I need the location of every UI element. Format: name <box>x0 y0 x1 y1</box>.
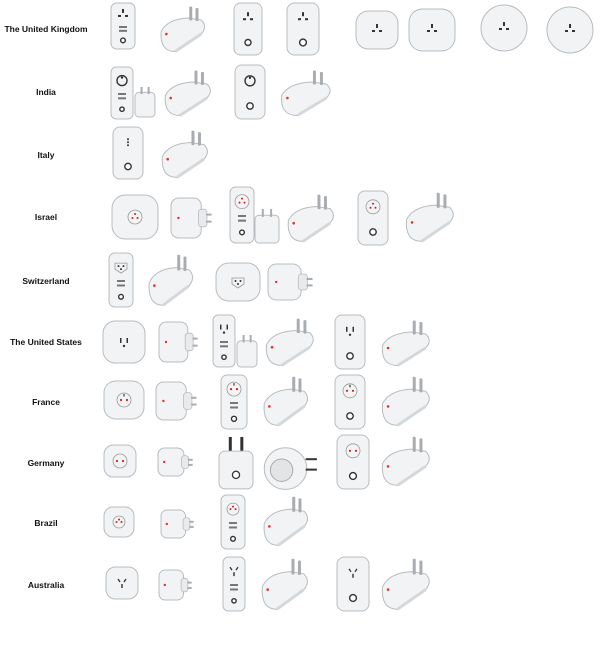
country-label-india: India <box>36 87 56 97</box>
plug-image-swiss-cube-2 <box>267 262 313 302</box>
plug-image-israel-side-1 <box>284 192 338 244</box>
plug-image-aus-round-1 <box>105 566 139 600</box>
plug-image-france-side-2 <box>378 374 434 428</box>
plug-image-swiss-front-1 <box>108 252 134 308</box>
plug-image-israel-mini-1 <box>254 208 280 244</box>
plug-image-aus-front-2 <box>336 556 370 612</box>
country-label-us: The United States <box>10 337 82 347</box>
plug-image-italy-side-1 <box>158 128 212 180</box>
plug-image-uk-round-2 <box>546 4 594 56</box>
country-label-australia: Australia <box>27 580 65 590</box>
plug-image-uk-round-1 <box>480 4 528 52</box>
plug-image-us-side-2 <box>378 318 434 368</box>
plug-image-aus-side-2 <box>378 556 434 612</box>
plug-image-uk-front-2 <box>233 2 263 56</box>
plug-image-uk-plug-3 <box>286 2 320 56</box>
plug-image-india-front-2 <box>234 64 266 120</box>
plug-image-brazil-round-1 <box>103 506 135 538</box>
plug-image-germany-schuko-1 <box>218 436 254 490</box>
plug-image-germany-side-1 <box>378 434 434 488</box>
country-label-italy: Italy <box>37 150 55 160</box>
plug-image-france-cube-1 <box>103 380 145 420</box>
plug-image-us-mini-1 <box>236 334 258 368</box>
country-label-germany: Germany <box>27 458 65 468</box>
plug-image-france-side-1 <box>260 374 312 428</box>
plug-image-brazil-front-1 <box>220 494 246 550</box>
plug-image-aus-cube-1 <box>158 568 192 602</box>
plug-image-swiss-side-1 <box>145 252 197 308</box>
plug-image-india-side-1 <box>161 68 215 118</box>
country-label-uk: The United Kingdom <box>4 24 88 34</box>
plug-image-india-mini-1 <box>134 86 156 118</box>
country-label-switzerland: Switzerland <box>22 276 70 286</box>
plug-image-aus-front-1 <box>222 556 246 612</box>
plug-image-uk-side-1 <box>157 4 209 54</box>
plug-image-india-side-2 <box>277 68 335 118</box>
plug-image-uk-front-1 <box>110 2 136 50</box>
plug-image-uk-cube-1 <box>355 10 399 50</box>
plug-image-germany-front-1 <box>336 434 370 490</box>
plug-image-us-cube-2 <box>158 320 198 364</box>
plug-image-brazil-cube-1 <box>160 508 194 540</box>
plug-image-us-front-2 <box>334 314 366 370</box>
plug-image-germany-round-1 <box>103 444 137 478</box>
plug-image-france-front-2 <box>334 374 366 430</box>
country-label-france: France <box>32 397 60 407</box>
plug-image-us-front-1 <box>212 314 236 368</box>
country-label-israel: Israel <box>34 212 58 222</box>
plug-image-france-front-1 <box>220 374 248 430</box>
plug-image-us-side-1 <box>262 316 318 368</box>
plug-image-italy-front-1 <box>112 126 144 180</box>
plug-image-india-front-1 <box>110 66 134 120</box>
plug-image-us-cube-1 <box>102 320 146 364</box>
plug-image-uk-cube-2 <box>408 8 456 52</box>
plug-image-israel-side-2 <box>402 190 458 244</box>
plug-image-swiss-cube-1 <box>215 262 261 302</box>
plug-image-france-cube-2 <box>155 380 197 422</box>
plug-image-israel-front-1 <box>229 186 255 244</box>
plug-image-aus-side-1 <box>258 556 312 612</box>
plug-image-brazil-side-1 <box>260 494 312 548</box>
country-label-brazil: Brazil <box>34 518 58 528</box>
plug-image-israel-front-2 <box>357 190 389 246</box>
plug-image-israel-cube-1 <box>170 196 212 240</box>
plug-image-germany-schuko-side <box>262 440 318 492</box>
plug-image-germany-cube-1 <box>157 446 193 478</box>
plug-image-israel-round-1 <box>111 194 159 240</box>
